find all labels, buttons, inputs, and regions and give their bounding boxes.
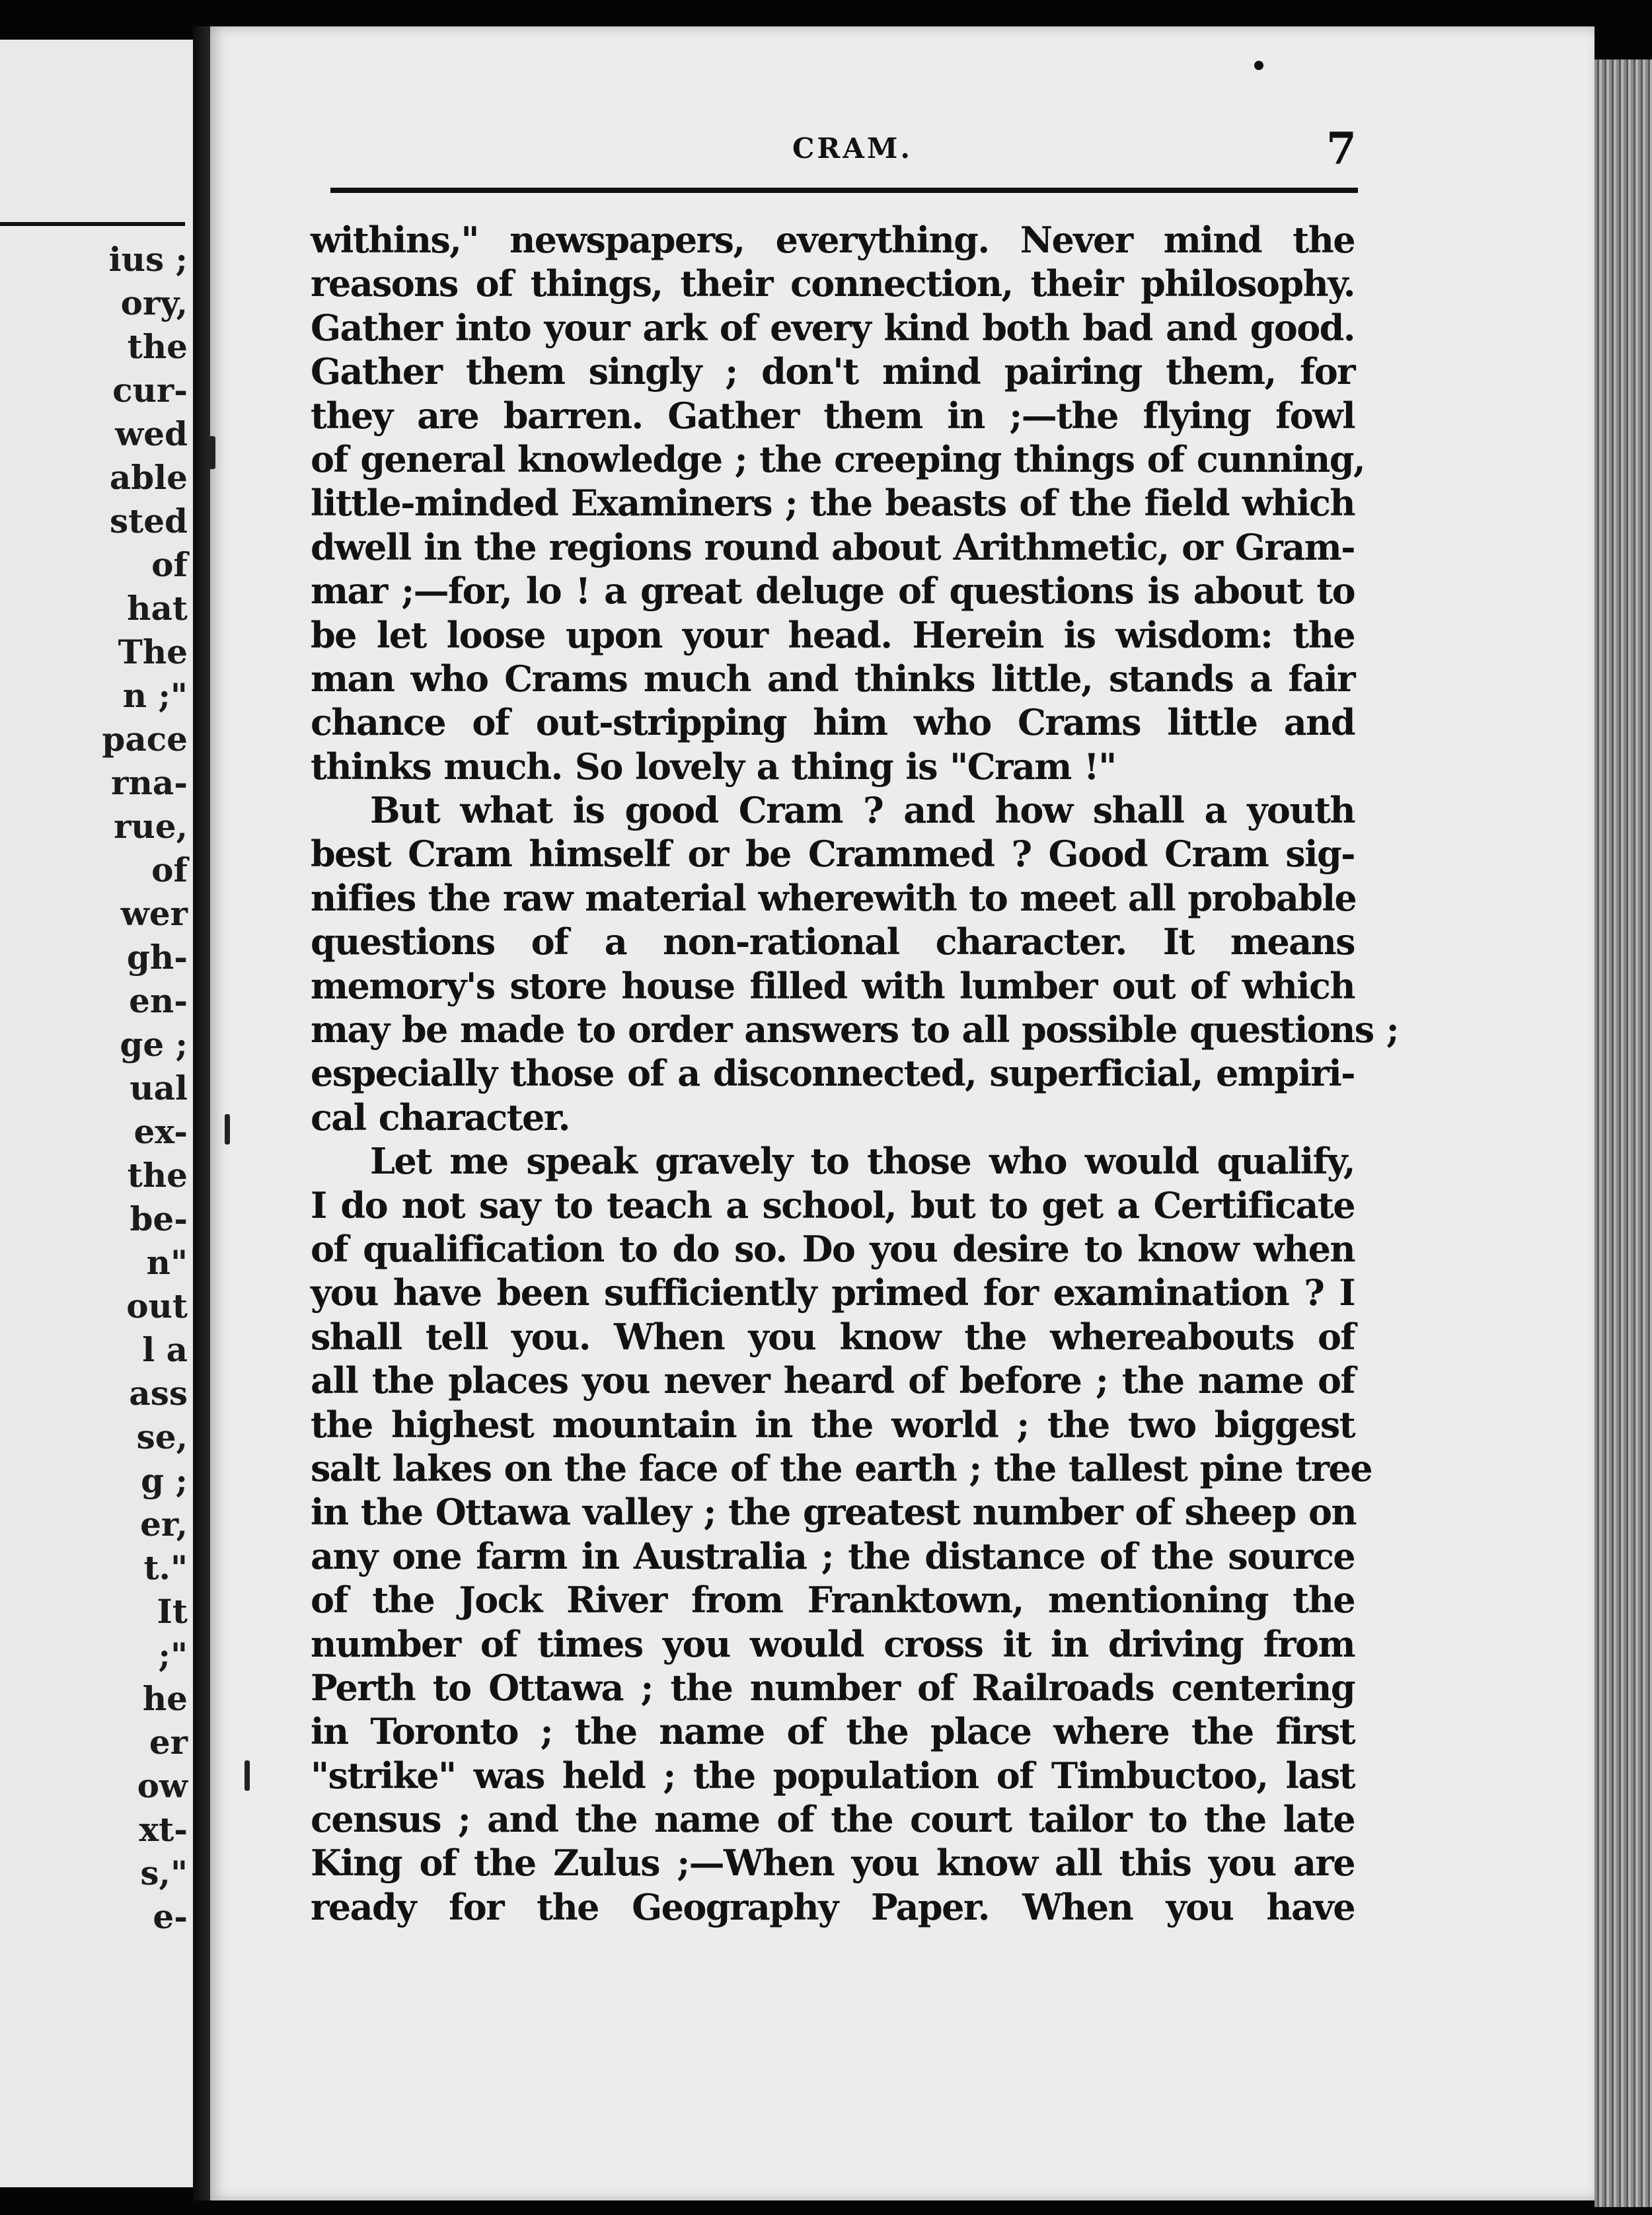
facing-page-text-fragments <box>102 238 188 1939</box>
text-line: Gather into your ark of every kind both bad and good. <box>311 306 1355 349</box>
text-line: in Toronto ; the name of the place where the first <box>311 1710 1355 1753</box>
facing-page-fragment: ory, <box>120 283 188 322</box>
text-line: the highest mountain in the world ; the two biggest <box>311 1403 1355 1446</box>
text-line: King of the Zulus ;—When you know all this you are <box>311 1842 1355 1885</box>
facing-page-fragment: er, <box>140 1505 188 1544</box>
facing-page-fragment: It <box>157 1592 188 1631</box>
facing-page-fragment: the <box>127 1156 188 1195</box>
facing-page-fragment: e- <box>153 1897 188 1936</box>
facing-page-fragment: ge ; <box>120 1025 188 1064</box>
text-line: be let loose upon your head. Herein is wisdom: the <box>311 613 1355 656</box>
text-line: dwell in the regions round about Arithmetic, or Gram- <box>311 525 1355 568</box>
facing-page-fragment: sted <box>109 502 188 541</box>
facing-page-fragment: ual <box>130 1069 188 1108</box>
facing-page-fragment: pace <box>102 720 188 759</box>
text-line: of general knowledge ; the creeping things of cunning, <box>311 437 1365 480</box>
running-head: CRAM. <box>792 132 913 165</box>
text-line: Gather them singly ; don't mind pairing them, for <box>311 350 1355 393</box>
text-line: But what is good Cram ? and how shall a youth <box>370 789 1355 832</box>
facing-page-fragment: wed <box>115 414 188 453</box>
facing-page-fragment: be- <box>130 1199 188 1238</box>
text-line: number of times you would cross it in driving from <box>311 1622 1355 1665</box>
facing-page-fragment: rna- <box>111 763 188 802</box>
facing-page-fragment: gh- <box>126 938 188 977</box>
text-line: chance of out-stripping him who Crams little and <box>311 701 1355 744</box>
text-line: census ; and the name of the court tailor to the late <box>311 1798 1355 1841</box>
text-line: ready for the Geography Paper. When you have <box>311 1885 1355 1928</box>
facing-page-fragment: ius ; <box>108 240 188 279</box>
facing-page-fragment: out <box>126 1287 188 1326</box>
facing-page-fragment: cur- <box>112 371 188 410</box>
text-line: man who Crams much and thinks little, stands a fair <box>311 657 1355 700</box>
text-line: little-minded Examiners ; the beasts of the field which <box>311 482 1355 525</box>
text-line: in the Ottawa valley ; the greatest number of sheep on <box>311 1491 1357 1534</box>
facing-page-fragment: of <box>151 545 188 584</box>
facing-page-header-rule <box>0 222 185 226</box>
facing-page-fragment: n ;" <box>122 676 188 715</box>
facing-page-fragment: ex- <box>133 1112 188 1151</box>
text-line: reasons of things, their connection, their philosophy. <box>311 262 1355 305</box>
facing-page-fragment: ;" <box>158 1635 188 1674</box>
page-number: 7 <box>1326 123 1357 174</box>
text-line: questions of a non-rational character. It means <box>311 920 1355 963</box>
text-line: they are barren. Gather them in ;—the flying fowl <box>311 394 1355 437</box>
ink-speck <box>1254 61 1263 70</box>
text-line: Perth to Ottawa ; the number of Railroads centering <box>311 1666 1355 1709</box>
text-line: any one farm in Australia ; the distance of the source <box>311 1534 1355 1577</box>
text-line: of qualification to do so. Do you desire to know when <box>311 1227 1355 1270</box>
text-line: especially those of a disconnected, superficial, empiri- <box>311 1052 1355 1095</box>
facing-page-fragment: able <box>109 458 188 497</box>
facing-page-left <box>0 40 196 2187</box>
text-line: cal character. <box>311 1096 570 1139</box>
facing-page-fragment: ow <box>137 1766 188 1805</box>
facing-page-fragment: l a <box>142 1330 188 1369</box>
text-line: best Cram himself or be Crammed ? Good Cram sig- <box>311 833 1355 876</box>
facing-page-fragment: of <box>151 850 188 889</box>
text-line: all the places you never heard of before ; the name of <box>311 1359 1355 1402</box>
facing-page-fragment: se, <box>136 1417 188 1456</box>
facing-page-fragment: rue, <box>114 807 188 846</box>
facing-page-fragment: g ; <box>141 1461 188 1500</box>
text-line: thinks much. So lovely a thing is "Cram !" <box>311 745 1116 788</box>
facing-page-fragment: he <box>142 1679 188 1718</box>
text-line: withins," newspapers, everything. Never mind the <box>311 219 1355 261</box>
header-rule <box>330 188 1358 193</box>
text-line: memory's store house filled with lumber out of which <box>311 964 1355 1007</box>
text-line: I do not say to teach a school, but to get a Certificate <box>311 1183 1355 1226</box>
facing-page-fragment: t." <box>143 1548 188 1587</box>
page-edges <box>1595 59 1652 2207</box>
facing-page-fragment: n" <box>146 1243 188 1282</box>
facing-page-fragment: The <box>118 632 188 671</box>
margin-mark <box>209 436 215 469</box>
text-line: shall tell you. When you know the whereabouts of <box>311 1315 1355 1358</box>
facing-page-fragment: er <box>149 1723 188 1762</box>
facing-page-fragment: xt- <box>139 1810 188 1849</box>
facing-page-fragment: wer <box>120 894 188 933</box>
text-line: you have been sufficiently primed for examination ? I <box>311 1271 1355 1314</box>
margin-mark <box>225 1114 230 1145</box>
facing-page-fragment: the <box>127 327 188 366</box>
margin-mark <box>244 1760 250 1791</box>
text-line: salt lakes on the face of the earth ; the tallest pine tree <box>311 1446 1372 1489</box>
text-line: may be made to order answers to all possible questions ; <box>311 1008 1399 1051</box>
facing-page-fragment: en- <box>129 981 188 1020</box>
facing-page-fragment: hat <box>127 589 188 628</box>
facing-page-fragment: ass <box>129 1374 188 1413</box>
text-line: of the Jock River from Franktown, mentioning the <box>311 1579 1355 1622</box>
text-line: mar ;—for, lo ! a great deluge of questions is about to <box>311 570 1355 613</box>
facing-page-fragment: s," <box>140 1854 188 1893</box>
text-line: Let me speak gravely to those who would qualify, <box>370 1140 1355 1183</box>
text-line: "strike" was held ; the population of Timbuctoo, last <box>311 1754 1355 1797</box>
body-text <box>311 218 1399 1929</box>
text-line: nifies the raw material wherewith to meet all probable <box>311 876 1357 919</box>
